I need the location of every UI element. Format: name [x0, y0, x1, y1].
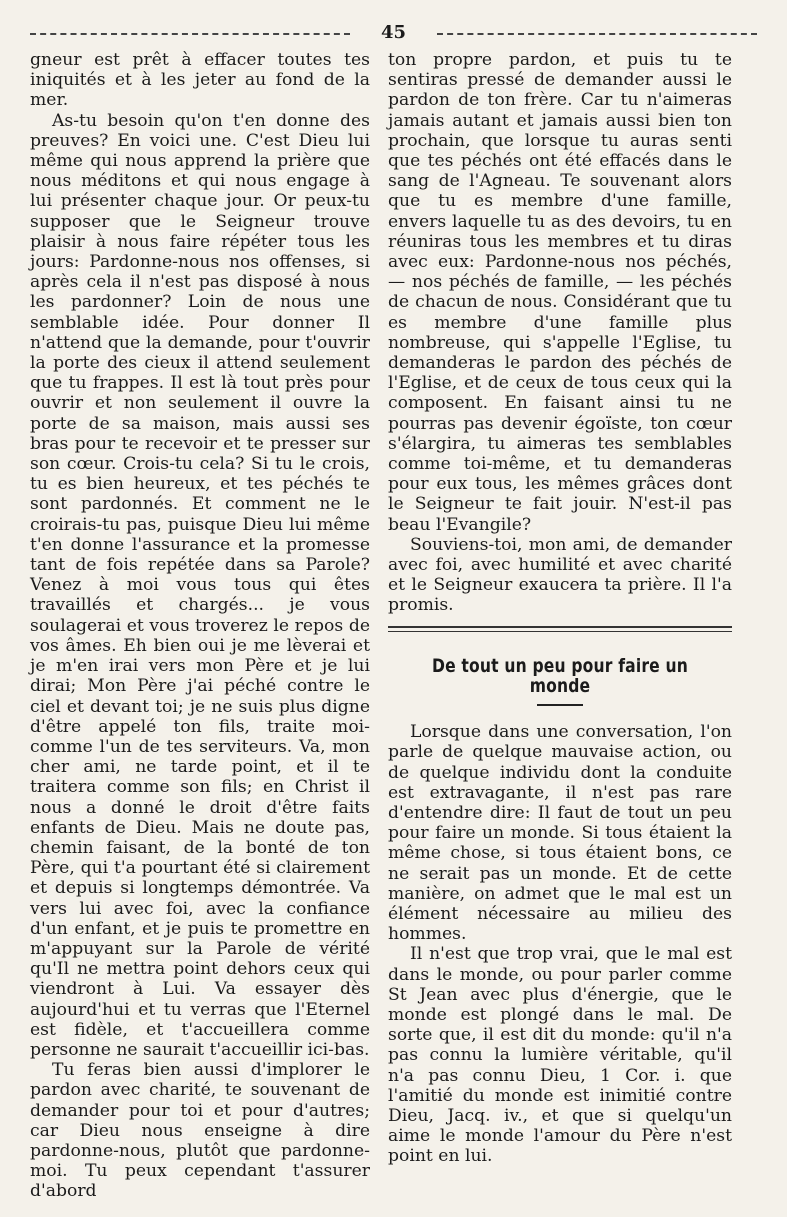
section-paragraph-2: Il n'est que trop vrai, que le mal est dans le monde, ou pour parler comme St Jean avec plus d'énergie, que le monde est plongé dans le mal. De sorte que, il est dit du monde: qu'il n'a pas connu la lumière véritable, qu'il n'a pas connu Dieu, 1 Cor. i. que l'amitié du monde est inimitié contre Dieu, Jacq. iv., et que si quelqu'un aime le monde l'amour du Père n'est point en lui. — [388, 944, 732, 1167]
left-paragraph-3: Tu feras bien aussi d'implorer le pardon avec charité, te souvenant de demander pour toi et pour d'autres; car Dieu nous enseigne à dire pardonne-nous, plutôt que pardonne-moi. Tu peux cependant t'assurer d'abord — [30, 1060, 370, 1202]
section-title: De tout un peu pour faire un monde — [431, 654, 689, 697]
header-rule-right — [437, 33, 757, 35]
right-paragraph-1: ton propre pardon, et puis tu te sentiras pressé de demander aussi le pardon de ton frère. Car tu n'aimeras jamais autant et jamais aussi bien ton prochain, que lorsque tu auras senti que tes péchés ont été effacés dans le sang de l'Agneau. Te souvenant alors que tu es membre d'une famille, envers laquelle tu as des devoirs, tu en réuniras tous les membres et tu diras avec eux: Pardonne-nous nos péchés, — nos péchés de famille, — les péchés de chacun de nous. Considérant que tu es membre d'une famille plus nombreuse, qui s'appelle l'Eglise, tu demanderas le pardon des péchés de l'Eglise, et de ceux de tous ceux qui la composent. En faisant ainsi tu ne pourras pas devenir égoïste, ton cœur s'élargira, tu aimeras tes semblables comme toi-même, et tu demanderas pour eux tous, les mêmes grâces dont le Seigneur te fait jouir. N'est-il pas beau l'Evangile? — [388, 50, 732, 535]
left-paragraph-1: gneur est prêt à effacer toutes tes iniquités et à les jeter au fond de la mer. — [30, 50, 370, 111]
page-number: 45 — [380, 22, 407, 43]
page-header — [30, 22, 757, 48]
left-column — [30, 50, 370, 1202]
right-column — [388, 50, 732, 1167]
title-dash — [537, 704, 583, 706]
section-paragraph-1: Lorsque dans une conversation, l'on parle de quelque mauvaise action, ou de quelque individu dont la conduite est extravagante, il n'est pas rare d'entendre dire: Il faut de tout un peu pour faire un monde. Si tous étaient la même chose, si tous étaient bons, ce ne serait pas un monde. Et de cette manière, on admet que le mal est un élément nécessaire au milieu des hommes. — [388, 722, 732, 945]
left-paragraph-2: As-tu besoin qu'on t'en donne des preuves? En voici une. C'est Dieu lui même qui nous apprend la prière que nous méditons et qui nous engage à lui présenter chaque jour. Or peux-tu supposer que le Seigneur trouve plaisir à nous faire répéter tous les jours: Pardonne-nous nos offenses, si après cela il n'est pas disposé à nous les pardonner? Loin de nous une semblable idée. Pour donner Il n'attend que la demande, pour t'ouvrir la porte des cieux il attend seulement que tu frappes. Il est là tout près pour ouvrir et non seulement il ouvre la porte de sa maison, mais aussi ses bras pour te recevoir et te presser sur son cœur. Crois-tu cela? Si tu le crois, tu es bien heureux, et tes péchés te sont pardonnés. Et comment ne le croirais-tu pas, puisque Dieu lui même t'en donne l'assurance et la promesse tant de fois repétée dans sa Parole? Venez à moi vous tous qui êtes travaillés et chargés... je vous soulagerai et vous troverez le repos de vos âmes. Eh bien oui je me lèverai et je m'en irai vers mon Père et je lui dirai; Mon Père j'ai péché contre le ciel et devant toi; je ne suis plus digne d'être appelé ton fils, traite moi-comme l'un de tes serviteurs. Va, mon cher ami, ne tarde point, et il te traitera comme son fils; en Christ il nous a donné le droit d'être faits enfants de Dieu. Mais ne doute pas, chemin faisant, de la bonté de ton Père, qui t'a pourtant été si clairement et depuis si longtemps démontrée. Va vers lui avec foi, avec la confiance d'un enfant, et je puis te promettre en m'appuyant sur la Parole de vérité qu'Il ne mettra point dehors ceux qui viendront à Lui. Va essayer dès aujourd'hui et tu verras que l'Eternel est fidèle, et t'accueillera comme personne ne saurait t'accueillir ici-bas. — [30, 110, 370, 1060]
right-paragraph-2: Souviens-toi, mon ami, de demander avec foi, avec humilité et avec charité et le Seigneur exaucera ta prière. Il l'a promis. — [388, 534, 732, 616]
section-separator — [388, 626, 732, 632]
